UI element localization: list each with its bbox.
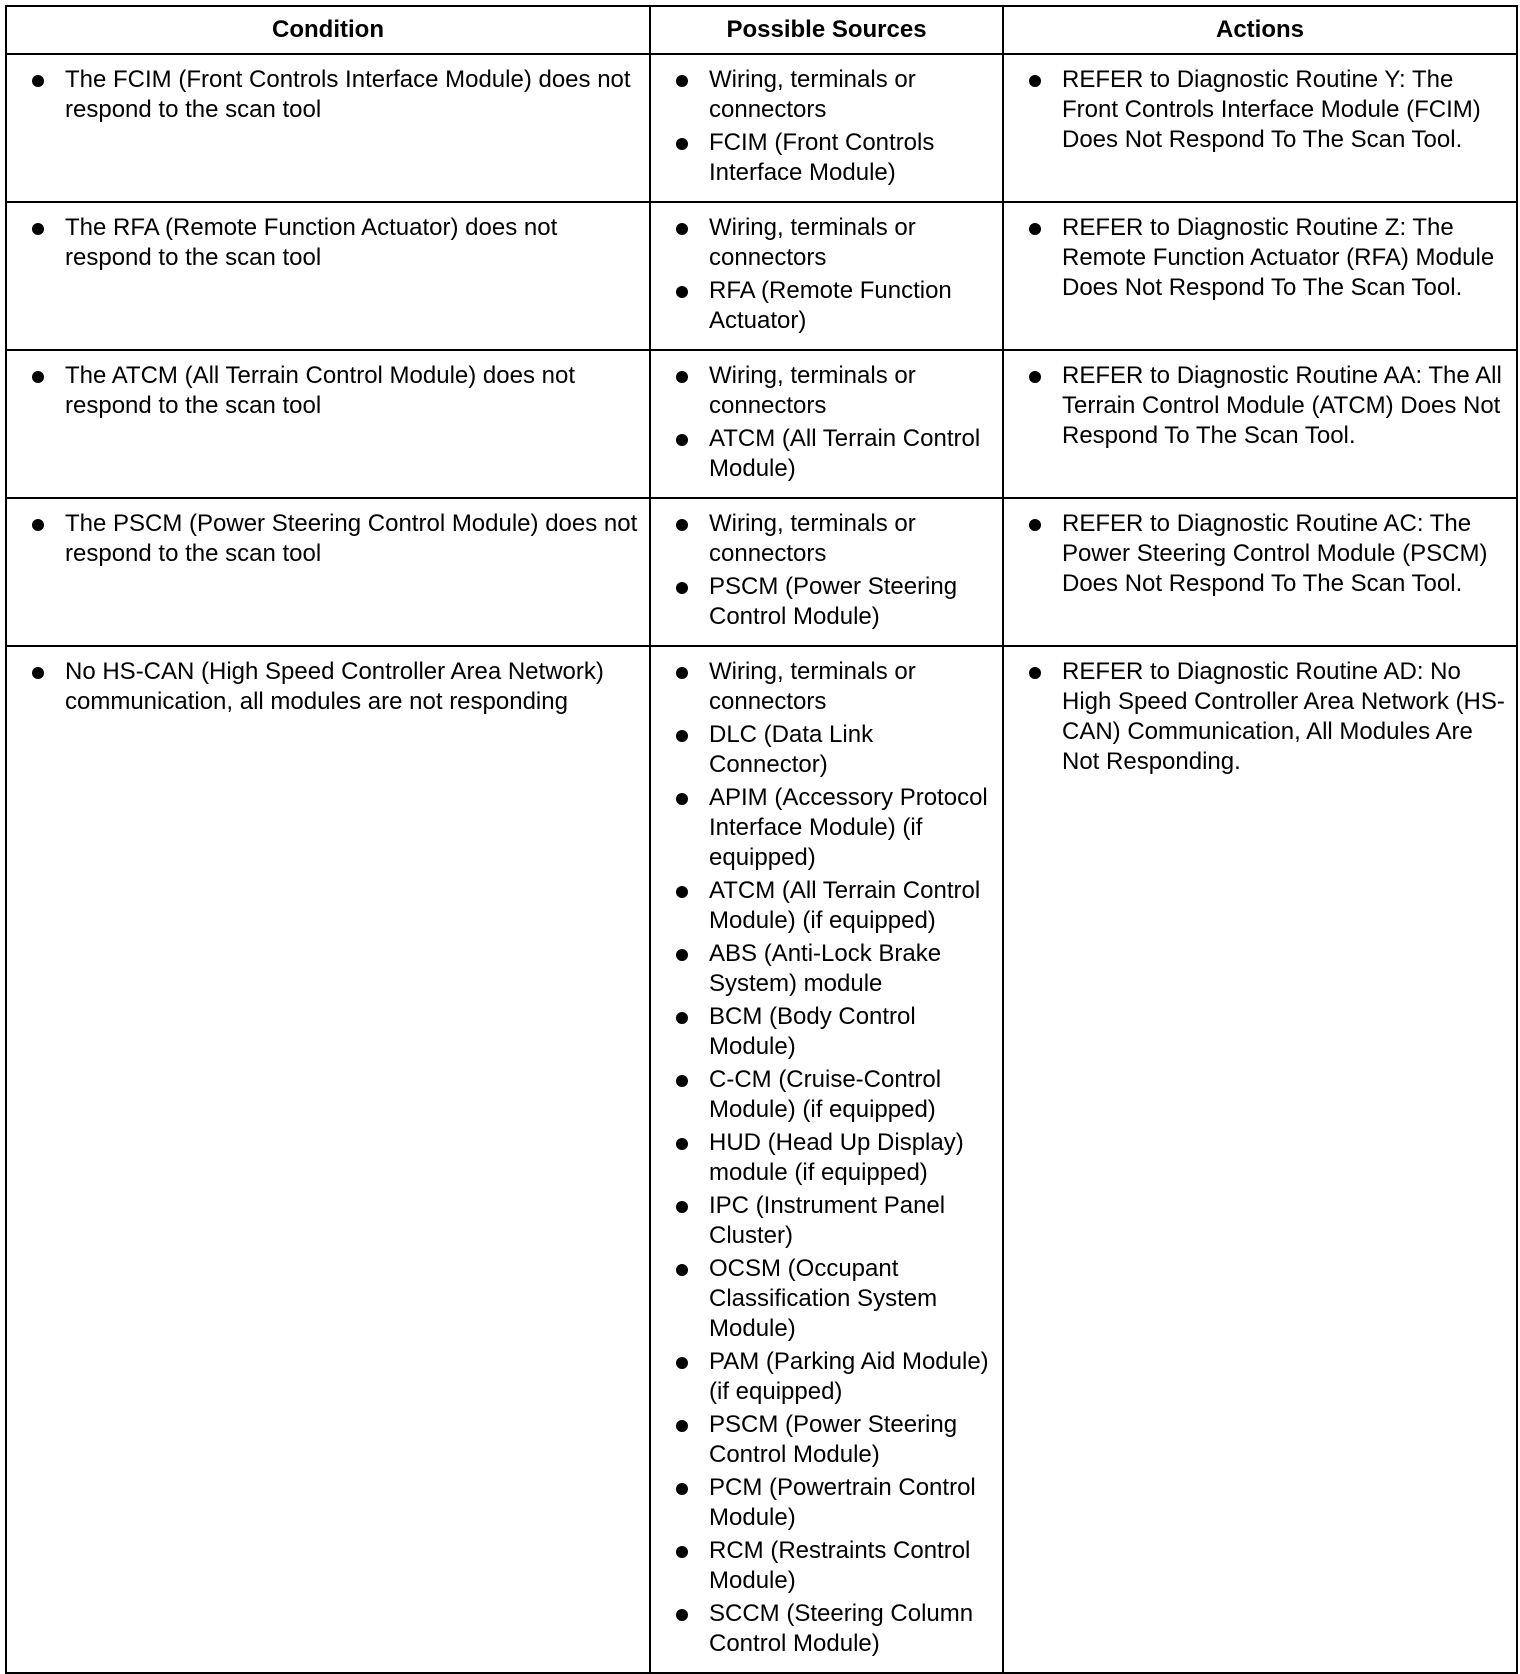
source-item: Wiring, terminals or connectors (661, 509, 994, 569)
source-item: Wiring, terminals or connectors (661, 657, 994, 717)
source-item: RCM (Restraints Control Module) (661, 1536, 994, 1596)
source-item: C-CM (Cruise-Control Module) (if equipped) (661, 1065, 994, 1125)
condition-text: The FCIM (Front Controls Interface Module) does not respond to the scan tool (17, 65, 641, 125)
condition-cell (6, 54, 650, 202)
source-item: Wiring, terminals or connectors (661, 361, 994, 421)
action-text: REFER to Diagnostic Routine AA: The All Terrain Control Module (ATCM) Does Not Respond To The Scan Tool. (1014, 361, 1508, 451)
condition-text: The ATCM (All Terrain Control Module) does not respond to the scan tool (17, 361, 641, 421)
action-text: REFER to Diagnostic Routine Y: The Front Controls Interface Module (FCIM) Does Not Respond To The Scan Tool. (1014, 65, 1508, 155)
table-row (6, 54, 1517, 202)
source-item: BCM (Body Control Module) (661, 1002, 994, 1062)
source-item: PAM (Parking Aid Module) (if equipped) (661, 1347, 994, 1407)
table-row (6, 350, 1517, 498)
source-item: RFA (Remote Function Actuator) (661, 276, 994, 336)
action-text: REFER to Diagnostic Routine Z: The Remote Function Actuator (RFA) Module Does Not Respond To The Scan Tool. (1014, 213, 1508, 303)
table-row (6, 646, 1517, 1673)
source-item: ABS (Anti-Lock Brake System) module (661, 939, 994, 999)
sources-cell (650, 646, 1003, 1673)
sources-cell (650, 202, 1003, 350)
source-item: ATCM (All Terrain Control Module) (if equipped) (661, 876, 994, 936)
condition-text: The RFA (Remote Function Actuator) does not respond to the scan tool (17, 213, 641, 273)
condition-cell (6, 498, 650, 646)
source-item: PSCM (Power Steering Control Module) (661, 572, 994, 632)
condition-cell (6, 646, 650, 1673)
source-item: OCSM (Occupant Classification System Module) (661, 1254, 994, 1344)
source-item: DLC (Data Link Connector) (661, 720, 994, 780)
condition-text: No HS-CAN (High Speed Controller Area Network) communication, all modules are not responding (17, 657, 641, 717)
action-cell (1003, 646, 1517, 1673)
condition-text: The PSCM (Power Steering Control Module) does not respond to the scan tool (17, 509, 641, 569)
sources-cell (650, 350, 1003, 498)
source-item: Wiring, terminals or connectors (661, 213, 994, 273)
header-possible-sources: Possible Sources (650, 6, 1003, 54)
source-item: PSCM (Power Steering Control Module) (661, 1410, 994, 1470)
header-row (6, 6, 1517, 54)
sources-cell (650, 498, 1003, 646)
source-item: SCCM (Steering Column Control Module) (661, 1599, 994, 1659)
source-item: IPC (Instrument Panel Cluster) (661, 1191, 994, 1251)
table-row (6, 202, 1517, 350)
source-item: PCM (Powertrain Control Module) (661, 1473, 994, 1533)
action-cell (1003, 350, 1517, 498)
sources-cell (650, 54, 1003, 202)
source-item: HUD (Head Up Display) module (if equipped) (661, 1128, 994, 1188)
header-actions: Actions (1003, 6, 1517, 54)
table-row (6, 498, 1517, 646)
action-text: REFER to Diagnostic Routine AD: No High Speed Controller Area Network (HS-CAN) Communication, All Modules Are Not Responding. (1014, 657, 1508, 777)
source-item: APIM (Accessory Protocol Interface Module) (if equipped) (661, 783, 994, 873)
source-item: Wiring, terminals or connectors (661, 65, 994, 125)
action-cell (1003, 54, 1517, 202)
condition-cell (6, 202, 650, 350)
header-condition: Condition (6, 6, 650, 54)
source-item: ATCM (All Terrain Control Module) (661, 424, 994, 484)
source-item: FCIM (Front Controls Interface Module) (661, 128, 994, 188)
diagnostic-table (5, 5, 1518, 1674)
action-cell (1003, 202, 1517, 350)
action-cell (1003, 498, 1517, 646)
action-text: REFER to Diagnostic Routine AC: The Power Steering Control Module (PSCM) Does Not Respond To The Scan Tool. (1014, 509, 1508, 599)
condition-cell (6, 350, 650, 498)
